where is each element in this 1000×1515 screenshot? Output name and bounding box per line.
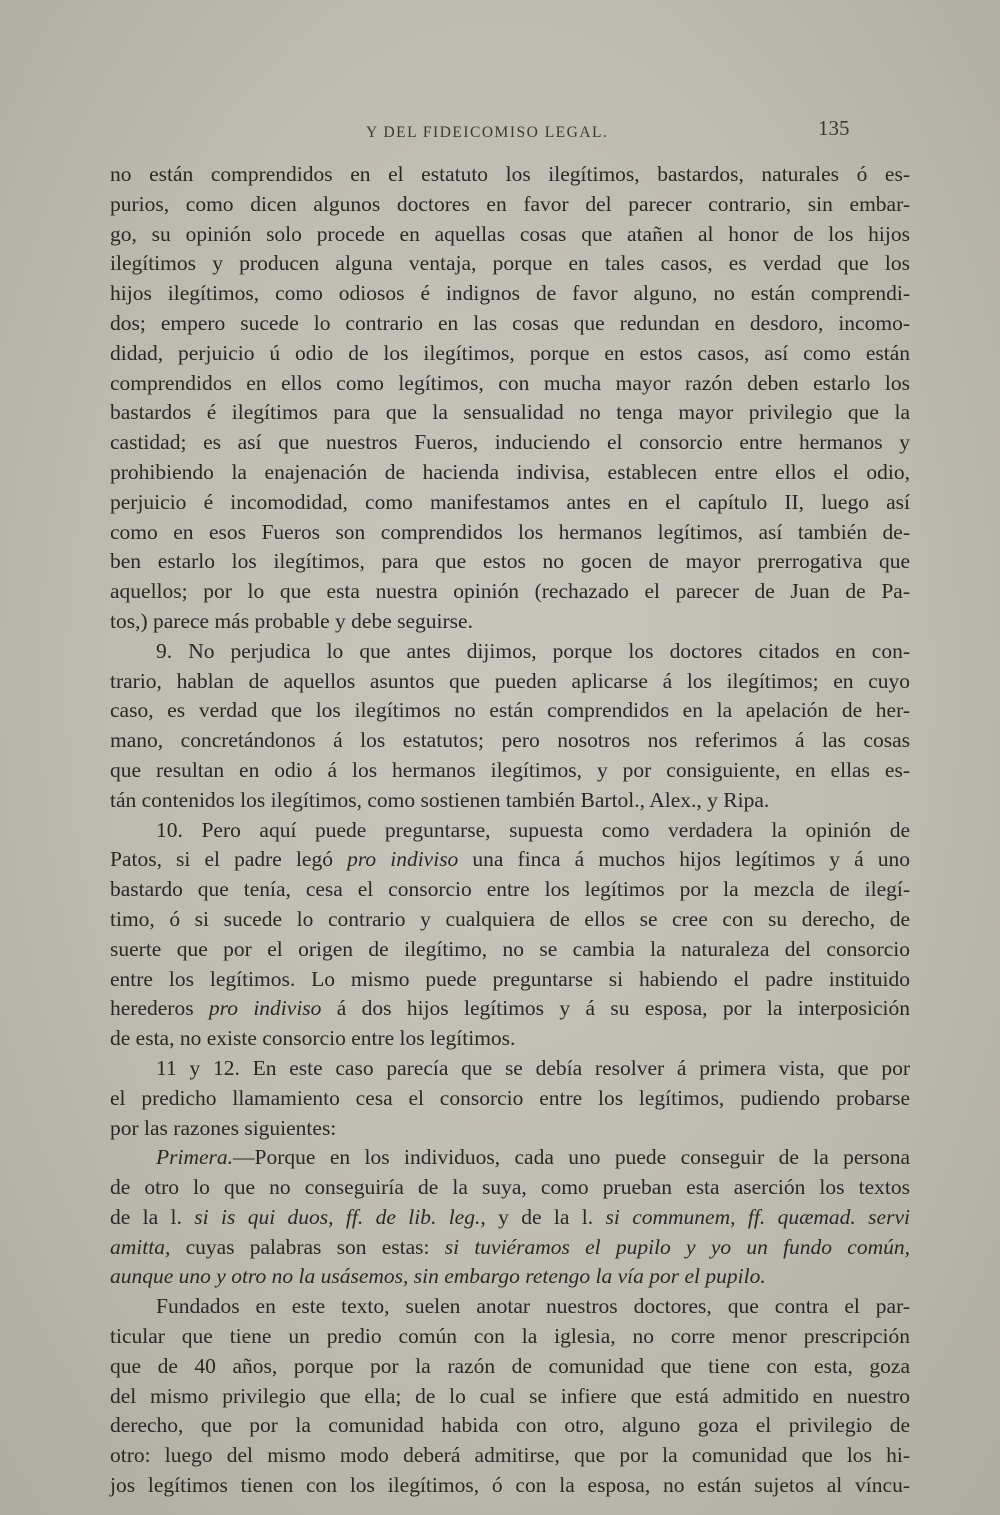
text-line <box>110 905 910 935</box>
text-line <box>110 1441 910 1471</box>
text-line <box>110 607 910 637</box>
text-line <box>110 994 910 1024</box>
text-segment: de esta, no existe consorcio entre los legítimos. <box>110 1026 516 1051</box>
text-line <box>110 1471 910 1501</box>
italic-text-segment: pro indiviso <box>347 847 459 872</box>
italic-text-segment: pro indiviso <box>208 996 322 1021</box>
text-segment: jos legítimos tienen con los ilegítimos, ó con la esposa, no están sujetos al víncu- <box>110 1473 910 1498</box>
text-line <box>110 1024 910 1054</box>
text-segment: herederos <box>110 996 209 1021</box>
text-segment: perjuicio é incomodidad, como manifestamos antes en el capítulo II, luego así <box>110 489 910 514</box>
text-line <box>110 816 910 846</box>
text-segment: dos; empero sucede lo contrario en las cosas que redundan en desdoro, incomo- <box>110 310 910 335</box>
text-line <box>110 637 910 667</box>
text-line <box>110 696 910 726</box>
page-number: 135 <box>818 116 850 140</box>
text-line <box>110 428 910 458</box>
text-segment: suerte que por el origen de ilegítimo, no se cambia la naturaleza del consorcio <box>110 936 910 961</box>
text-line <box>110 667 910 697</box>
text-segment: otro: luego del mismo modo deberá admitirse, que por la comunidad que los hi- <box>110 1443 910 1468</box>
text-segment: á dos hijos legítimos y á su esposa, por la interposición <box>321 996 910 1021</box>
text-segment: bastardos é ilegítimos para que la sensualidad no tenga mayor privilegio que la <box>110 400 910 425</box>
text-line <box>110 726 910 756</box>
text-segment: purios, como dicen algunos doctores en favor del parecer contrario, sin embar- <box>110 191 910 216</box>
text-segment: del mismo privilegio que ella; de lo cual se infiere que está admitido en nuestro <box>110 1383 910 1408</box>
text-line <box>110 398 910 428</box>
text-segment: , y de la l. <box>480 1204 606 1229</box>
body-text <box>110 160 910 1501</box>
text-segment: ticular que tiene un predio común con la iglesia, no corre menor prescripción <box>110 1324 910 1349</box>
text-line <box>110 458 910 488</box>
text-line <box>110 1233 910 1263</box>
text-line <box>110 547 910 577</box>
italic-text-segment: Primera. <box>156 1145 234 1170</box>
text-line <box>110 965 910 995</box>
text-line <box>110 1292 910 1322</box>
text-line <box>110 249 910 279</box>
text-line <box>110 1173 910 1203</box>
text-segment: que resultan en odio á los hermanos ilegítimos, y por consiguiente, en ellas es- <box>110 757 910 782</box>
text-segment: de otro lo que no conseguiría de la suya, como prueban esta aserción los textos <box>110 1175 910 1200</box>
text-line <box>110 756 910 786</box>
text-segment: ilegítimos y producen alguna ventaja, porque en tales casos, es verdad que los <box>110 251 910 276</box>
italic-text-segment: si tuviéramos el pupilo y yo un fundo común, <box>444 1234 910 1259</box>
text-segment: tán contenidos los ilegítimos, como sostienen también Bartol., Alex., y Ripa. <box>110 787 770 812</box>
text-line <box>110 220 910 250</box>
text-line <box>110 1084 910 1114</box>
text-line <box>110 577 910 607</box>
text-line <box>110 845 910 875</box>
text-line <box>110 279 910 309</box>
italic-text-segment: amitta, <box>110 1234 171 1259</box>
text-line <box>110 1143 910 1173</box>
text-line <box>110 786 910 816</box>
text-line <box>110 935 910 965</box>
text-segment: como en esos Fueros son comprendidos los hermanos legítimos, así también de- <box>110 519 910 544</box>
text-line <box>110 1262 910 1292</box>
text-segment: 10. Pero aquí puede preguntarse, supuesta como verdadera la opinión de <box>156 817 910 842</box>
text-line <box>110 1114 910 1144</box>
text-line <box>110 339 910 369</box>
italic-text-segment: si communem, ff. quæmad. servi <box>605 1204 910 1229</box>
text-segment: por las razones siguientes: <box>110 1115 337 1140</box>
text-segment: go, su opinión solo procede en aquellas cosas que atañen al honor de los hijos <box>110 221 910 246</box>
text-line <box>110 1203 910 1233</box>
text-line <box>110 190 910 220</box>
text-segment: entre los legítimos. Lo mismo puede preguntarse si habiendo el padre instituido <box>110 966 910 991</box>
italic-text-segment: aunque uno y otro no la usásemos, sin embargo retengo la vía por el pupilo. <box>110 1264 766 1289</box>
text-segment: tos,) parece más probable y debe seguirse. <box>110 608 473 633</box>
text-segment: Fundados en este texto, suelen anotar nuestros doctores, que contra el par- <box>156 1294 910 1319</box>
text-segment: que de 40 años, porque por la razón de comunidad que tiene con esta, goza <box>110 1353 910 1378</box>
text-segment: aquellos; por lo que esta nuestra opinión (rechazado el parecer de Juan de Pa- <box>110 579 910 604</box>
text-segment: mano, concretándonos á los estatutos; pero nosotros nos referimos á las cosas <box>110 728 910 753</box>
text-segment: derecho, que por la comunidad habida con otro, alguno goza el privilegio de <box>110 1413 910 1438</box>
text-line <box>110 1352 910 1382</box>
text-line <box>110 160 910 190</box>
text-segment: no están comprendidos en el estatuto los ilegítimos, bastardos, naturales ó es- <box>110 162 910 186</box>
text-line <box>110 488 910 518</box>
italic-text-segment: si is qui duos, ff. de lib. leg. <box>194 1204 481 1229</box>
text-segment: caso, es verdad que los ilegítimos no están comprendidos en la apelación de her- <box>110 698 910 723</box>
text-segment: cuyas palabras son estas: <box>170 1234 445 1259</box>
text-line <box>110 518 910 548</box>
text-segment: —Porque en los individuos, cada uno puede conseguir de la persona <box>233 1145 910 1170</box>
text-segment: ben estarlo los ilegítimos, para que estos no gocen de mayor prerrogativa que <box>110 549 910 574</box>
text-segment: trario, hablan de aquellos asuntos que pueden aplicarse á los ilegítimos; en cuyo <box>110 668 910 693</box>
text-segment: de la l. <box>110 1204 195 1229</box>
text-segment: 9. No perjudica lo que antes dijimos, porque los doctores citados en con- <box>156 638 910 663</box>
text-line <box>110 1322 910 1352</box>
text-segment: Patos, si el padre legó <box>110 847 348 872</box>
text-segment: una finca á muchos hijos legítimos y á uno <box>458 847 910 872</box>
running-head: Y DEL FIDEICOMISO LEGAL. <box>366 124 609 141</box>
text-segment: bastardo que tenía, cesa el consorcio entre los legítimos por la mezcla de ilegí- <box>110 877 910 902</box>
text-segment: prohibiendo la enajenación de hacienda indivisa, establecen entre ellos el odio, <box>110 459 910 484</box>
text-segment: timo, ó si sucede lo contrario y cualquiera de ellos se cree con su derecho, de <box>110 906 910 931</box>
text-line <box>110 1054 910 1084</box>
text-line <box>110 1382 910 1412</box>
text-segment: castidad; es así que nuestros Fueros, induciendo el consorcio entre hermanos y <box>110 430 910 455</box>
text-line <box>110 875 910 905</box>
text-segment: 11 y 12. En este caso parecía que se debía resolver á primera vista, que por <box>156 1055 910 1080</box>
text-line <box>110 1411 910 1441</box>
text-segment: el predicho llamamiento cesa el consorcio entre los legítimos, pudiendo probarse <box>110 1085 910 1110</box>
text-line <box>110 309 910 339</box>
text-segment: didad, perjuicio ú odio de los ilegítimos, porque en estos casos, así como están <box>110 340 910 365</box>
text-segment: hijos ilegítimos, como odiosos é indignos de favor alguno, no están comprendi- <box>110 281 910 306</box>
text-segment: comprendidos en ellos como legítimos, con mucha mayor razón deben estarlo los <box>110 370 910 395</box>
text-line <box>110 369 910 399</box>
